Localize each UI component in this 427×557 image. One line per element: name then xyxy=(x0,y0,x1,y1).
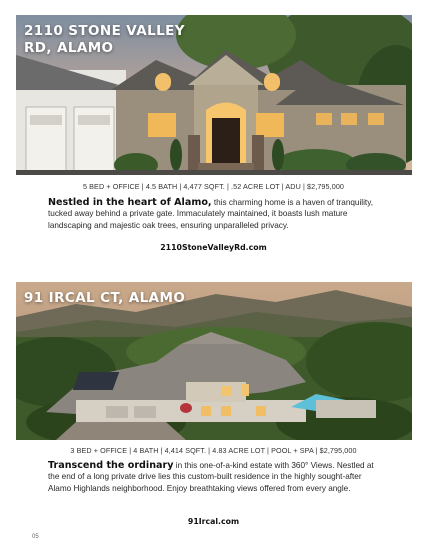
listing-1-website-link[interactable]: 2110StoneValleyRd.com xyxy=(160,243,267,252)
listing-1-specs: 5 BED + OFFICE | 4.5 BATH | 4,477 SQFT. | .52 ACRE LOT | ADU | $2,795,000 xyxy=(82,182,345,191)
listing-2-description xyxy=(48,460,380,494)
page-number: 05 xyxy=(32,534,39,540)
listing-2-title: 91 IRCAL CT, ALAMO xyxy=(24,290,186,306)
listing-2-lead: Transcend the ordinary xyxy=(48,460,174,471)
listing-1-body: this charming home is a haven of tranquility, tucked away behind a private gate. Immaculately maintained, it boasts lush mature landscaping and majestic oak trees, ensuring unparalleled privacy. xyxy=(48,198,373,230)
listing-1-description xyxy=(48,197,380,231)
listing-2-website-link[interactable]: 91Ircal.com xyxy=(187,517,240,526)
listing-2-specs: 3 BED + OFFICE | 4 BATH | 4,414 SQFT. | 4.83 ACRE LOT | POOL + SPA | $2,795,000 xyxy=(70,446,357,455)
listing-1-photo xyxy=(16,15,412,175)
listing-2-photo xyxy=(16,282,412,440)
listing-2-body: in this one-of-a-kind estate with 360° Views. Nestled at the end of a long private drive lies this custom-built residence in the highly sought-after Alamo Highlands neighborhood. Enjoy breathtaking views offered from every angle. xyxy=(48,461,374,493)
listing-1-title: 2110 STONE VALLEY RD, ALAMO xyxy=(24,23,185,56)
listing-1-lead: Nestled in the heart of Alamo, xyxy=(48,197,212,208)
